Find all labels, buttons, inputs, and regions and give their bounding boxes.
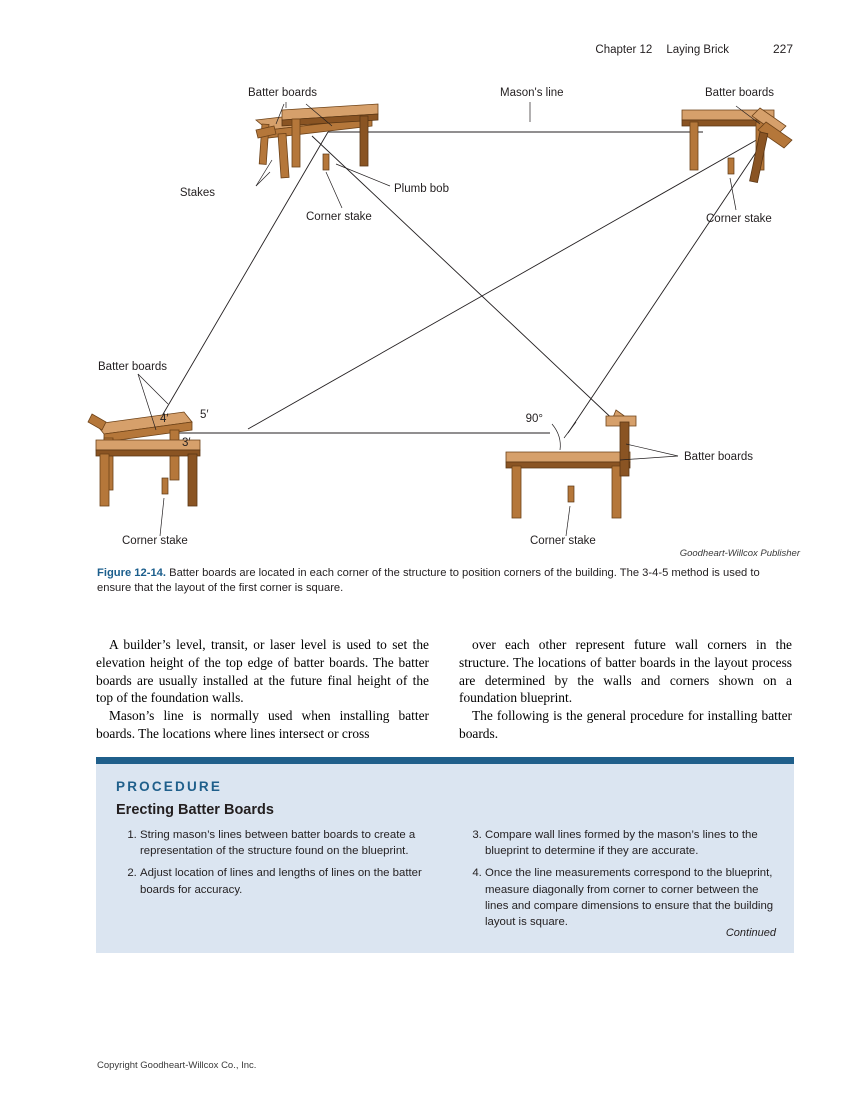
label-corner-stake-bottom-left: Corner stake: [122, 535, 188, 544]
body-column-left: [96, 636, 429, 743]
label-batter-boards-bottom-left: Batter boards: [98, 361, 168, 373]
figure-caption-label: Figure 12-14.: [97, 567, 167, 579]
batter-board-layout-svg: [60, 74, 800, 544]
figure-caption: [97, 566, 787, 596]
label-dimension-3: 3′: [182, 437, 191, 449]
masons-line-network: [152, 132, 767, 433]
label-batter-boards-top-right: Batter boards: [705, 87, 775, 99]
body-column-right: [459, 636, 792, 743]
corner-stake-marker-bottom-left: [162, 478, 168, 494]
figure-credit: Goodheart-Willcox Publisher: [679, 548, 800, 559]
corner-stake-marker-top-left: [323, 154, 329, 170]
label-corner-stake-top-left: Corner stake: [306, 211, 372, 223]
running-head: [595, 42, 793, 56]
procedure-steps-right: [461, 827, 776, 936]
running-head-section: Laying Brick: [666, 44, 729, 56]
running-head-chapter: Chapter 12: [595, 44, 653, 56]
body-paragraph: over each other represent future wall corners in the structure. The locations of batter boards in the layout process are determined by the walls and corners shown on a foundation blueprint.: [459, 637, 792, 706]
procedure-step: 4. Once the line measurements correspond to the blueprint, measure diagonally from corner to corner between the lines and compare dimensions to ensure that the building layout is square.: [485, 865, 776, 930]
procedure-box: [96, 757, 794, 953]
copyright-footer: Copyright Goodheart-Willcox Co., Inc.: [97, 1060, 257, 1071]
procedure-steps: [116, 827, 776, 936]
figure-12-14-illustration: [60, 74, 800, 544]
label-dimension-5: 5′: [200, 409, 209, 421]
label-dimension-4: 4′: [160, 413, 169, 425]
procedure-top-rule: [96, 757, 794, 764]
body-paragraph: The following is the general procedure for installing batter boards.: [459, 708, 792, 742]
procedure-continued: Continued: [725, 927, 776, 939]
body-paragraph: Mason’s line is normally used when installing batter boards. The locations where lines intersect or cross: [96, 708, 429, 742]
batter-boards-top-right: [682, 108, 792, 183]
label-corner-stake-bottom-right: Corner stake: [530, 535, 596, 544]
procedure-title: PROCEDURE: [116, 779, 223, 794]
procedure-steps-left: [116, 827, 431, 936]
batter-boards-bottom-left: [88, 412, 200, 506]
procedure-step: 1. String mason’s lines between batter boards to create a representation of the structure found on the blueprint.: [140, 827, 431, 859]
procedure-step: 3. Compare wall lines formed by the mason’s lines to the blueprint to determine if they are accurate.: [485, 827, 776, 859]
label-batter-boards-top-left: Batter boards: [248, 87, 318, 99]
body-paragraph: A builder’s level, transit, or laser level is used to set the elevation height of the top edge of batter boards. The batter boards are usually installed at the future final height of the top of the foundation walls.: [96, 637, 429, 706]
label-angle-90: 90°: [525, 413, 543, 425]
corner-stake-marker-bottom-right: [568, 486, 574, 502]
procedure-step: 2. Adjust location of lines and lengths of lines on the batter boards for accuracy.: [140, 865, 431, 897]
corner-stake-marker-top-right: [728, 158, 734, 174]
label-batter-boards-bottom-right: Batter boards: [684, 451, 754, 463]
label-masons-line: Mason's line: [500, 87, 564, 99]
leader-lines: [138, 102, 760, 536]
figure-caption-text: Batter boards are located in each corner of the structure to position corners of the building. The 3-4-5 method is used to ensure that the layout of the first corner is square.: [97, 567, 760, 595]
procedure-subtitle: Erecting Batter Boards: [116, 802, 274, 818]
page-number: 227: [772, 42, 793, 56]
label-stakes: Stakes: [179, 187, 215, 199]
label-plumb-bob: Plumb bob: [394, 183, 449, 195]
body-columns: [96, 636, 792, 743]
label-corner-stake-top-right: Corner stake: [706, 213, 772, 225]
